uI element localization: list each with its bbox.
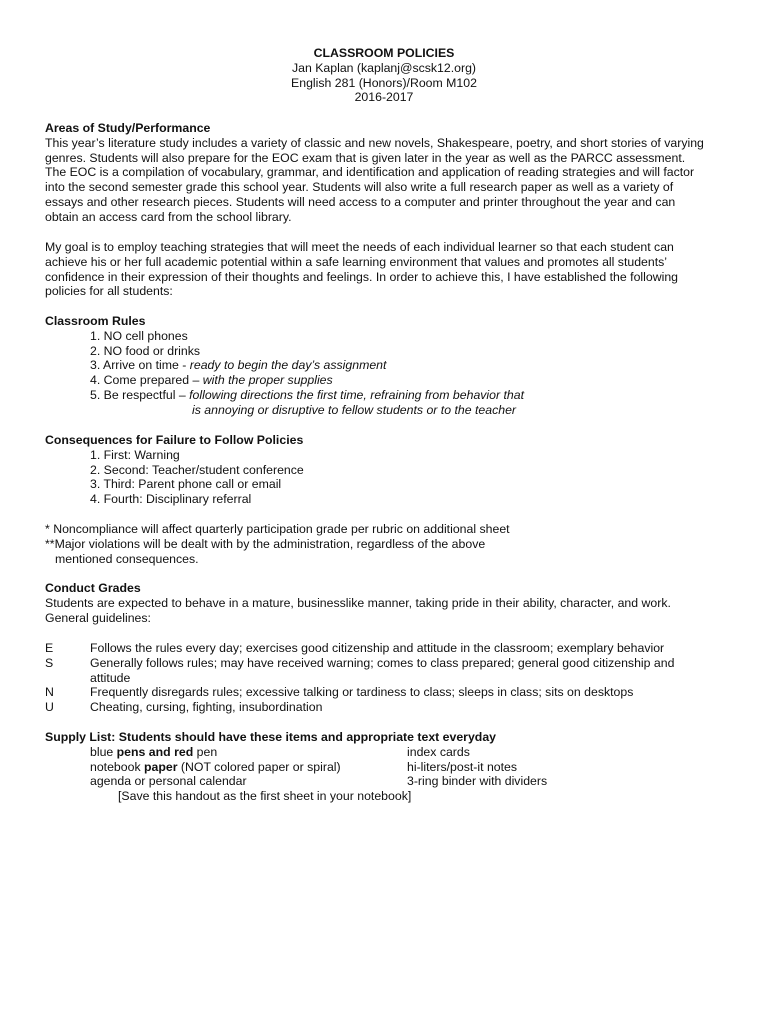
grade-row — [45, 641, 725, 656]
supply-item — [45, 745, 407, 760]
areas-heading: Areas of Study/Performance — [45, 121, 211, 135]
grade-description: Cheating, cursing, fighting, insubordination — [90, 700, 323, 715]
grade-letter: S — [45, 655, 54, 670]
list-item: 2. Second: Teacher/student conference — [90, 462, 304, 477]
list-item — [45, 373, 725, 388]
paragraph-line: genres. Students will also prepare for the EOC exam that is given later in the year as well as the PARCC assessment. — [45, 150, 686, 165]
supply-section — [45, 730, 725, 804]
supply-text: pen — [193, 744, 218, 759]
rules-heading: Classroom Rules — [45, 314, 146, 328]
list-item — [45, 388, 725, 403]
rule-text: 4. Come prepared – — [90, 373, 203, 388]
grade-description: Follows the rules every day; exercises good citizenship and attitude in the classroom; exemplary behavior — [90, 641, 665, 655]
paragraph-line: General guidelines: — [45, 610, 151, 625]
goal-paragraph — [45, 240, 725, 299]
document-title: CLASSROOM POLICIES — [313, 46, 455, 60]
note-major-violations-cont: mentioned consequences. — [55, 551, 199, 566]
consequences-heading: Consequences for Failure to Follow Policies — [45, 433, 304, 447]
rule-detail: following directions the first time, refraining from behavior that — [189, 387, 525, 402]
rule-continuation: is annoying or disruptive to fellow students or to the teacher — [192, 402, 517, 417]
supply-heading: Supply List: Students should have these items and appropriate text everyday — [45, 730, 496, 744]
supply-row — [45, 745, 725, 760]
list-item — [45, 329, 725, 344]
rules-section — [45, 314, 725, 418]
grade-letter: E — [45, 641, 54, 655]
document-header — [0, 46, 768, 105]
paragraph-line: essays and other research pieces. Students will need access to a computer and printer throughout the year and can — [45, 194, 676, 209]
paragraph-line: obtain an access card from the school library. — [45, 209, 292, 224]
note-noncompliance: * Noncompliance will affect quarterly participation grade per rubric on additional sheet — [45, 522, 510, 536]
paragraph-line: This year’s literature study includes a variety of classic and new novels, Shakespeare, poetry, and short stories of varying — [45, 135, 704, 150]
supply-item: 3-ring binder with dividers — [407, 774, 548, 789]
note-major-violations: **Major violations will be dealt with by the administration, regardless of the above — [45, 536, 486, 551]
rule-detail: ready to begin the day’s assignment — [189, 358, 387, 373]
consequences-section — [45, 433, 725, 507]
rule-text: 1. NO cell phones — [90, 328, 188, 343]
notes-section — [45, 522, 725, 566]
supply-item: hi-liters/post-it notes — [407, 759, 518, 774]
paragraph-line: achieve his or her full academic potential within a safe learning environment that values and promotes all students’ — [45, 254, 668, 269]
supply-row — [45, 774, 725, 789]
paragraph-line: My goal is to employ teaching strategies that will meet the needs of each individual learner so that each student can — [45, 240, 674, 254]
areas-paragraph — [45, 136, 725, 225]
rule-text: 3. Arrive on time - — [90, 358, 190, 373]
list-item: 1. First: Warning — [90, 447, 180, 462]
areas-section — [45, 121, 725, 225]
grade-row — [45, 700, 725, 715]
handout-note: [Save this handout as the first sheet in your notebook] — [118, 789, 412, 804]
grade-row — [45, 685, 725, 700]
supply-item: index cards — [407, 744, 470, 759]
consequences-list — [45, 448, 725, 507]
paragraph-line: The EOC is a compilation of vocabulary, grammar, and identification and application of reading strategies and will factor — [45, 165, 695, 180]
grade-description-line: Generally follows rules; may have received warning; comes to class prepared; general good citizenship and — [90, 655, 675, 670]
supply-text-bold: paper — [144, 759, 178, 774]
teacher-line: Jan Kaplan (kaplanj@scsk12.org) — [291, 60, 477, 75]
rules-list — [45, 329, 725, 403]
supply-text: (NOT colored paper or spiral) — [177, 759, 341, 774]
list-item — [45, 358, 725, 373]
supply-text: notebook — [90, 759, 145, 774]
grade-letter: N — [45, 685, 54, 700]
grade-description: Frequently disregards rules; excessive talking or tardiness to class; sleeps in class; sits on desktops — [90, 685, 634, 700]
grade-row — [45, 656, 725, 686]
list-item: 4. Fourth: Disciplinary referral — [90, 492, 252, 507]
conduct-section — [45, 581, 725, 625]
supply-item: agenda or personal calendar — [90, 774, 247, 789]
grade-letter: U — [45, 700, 54, 715]
list-item: 3. Third: Parent phone call or email — [90, 477, 282, 492]
course-line: English 281 (Honors)/Room M102 — [291, 75, 477, 90]
grades-list — [45, 641, 725, 715]
paragraph-line: Students are expected to behave in a mature, businesslike manner, taking pride in their ability, character, and work. — [45, 595, 671, 610]
list-item — [45, 344, 725, 359]
rule-text: 2. NO food or drinks — [90, 343, 201, 358]
supply-text-bold: pens and red — [116, 744, 194, 759]
year-line: 2016-2017 — [354, 90, 414, 105]
grade-description — [90, 656, 725, 686]
rule-detail: with the proper supplies — [202, 373, 333, 388]
supply-row — [45, 760, 725, 775]
grade-description-line: attitude — [90, 670, 131, 685]
paragraph-line: into the second semester grade this school year. Students will also write a full research paper as well as a variety of — [45, 180, 674, 195]
supply-text: blue — [90, 744, 117, 759]
rule-text: 5. Be respectful – — [90, 387, 190, 402]
supply-item — [45, 760, 407, 775]
paragraph-line: confidence in their expression of their thoughts and feelings. In order to achieve this, I have established the following — [45, 269, 678, 284]
conduct-heading: Conduct Grades — [45, 581, 141, 595]
paragraph-line: policies for all students: — [45, 284, 173, 299]
